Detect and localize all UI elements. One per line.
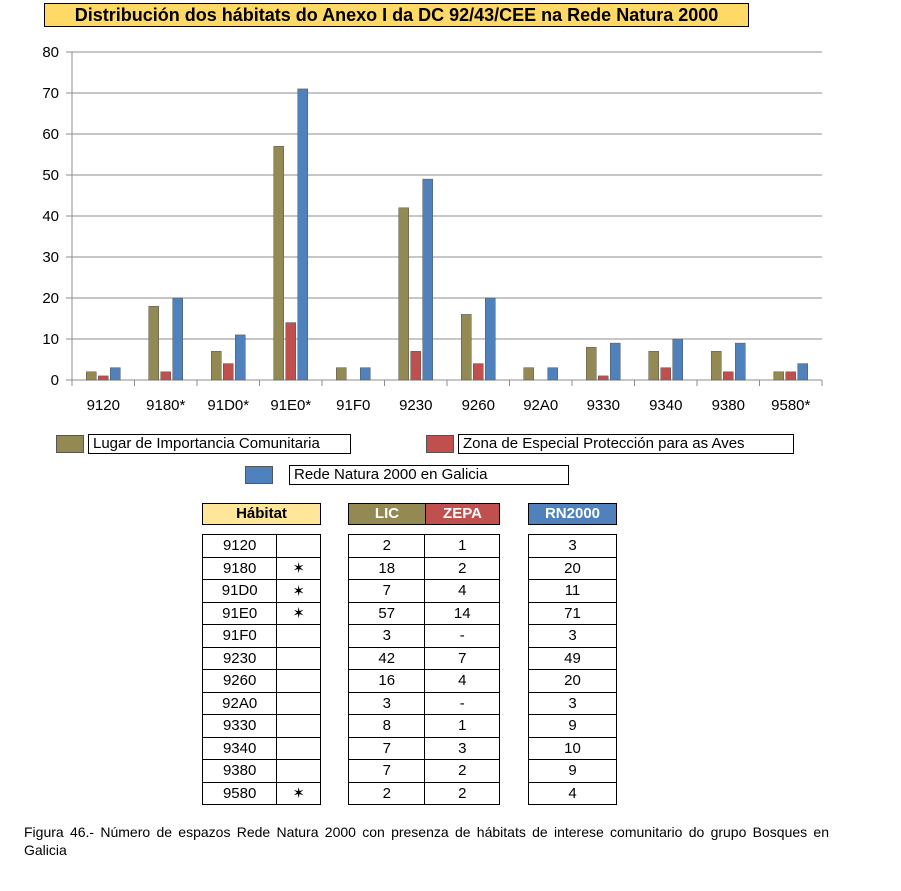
bar-lic — [211, 351, 221, 380]
priority-star-cell — [277, 760, 321, 783]
x-tick-label: 9230 — [399, 397, 433, 414]
priority-star-cell — [277, 647, 321, 670]
legend-item-lic — [56, 434, 351, 454]
priority-star-cell — [277, 625, 321, 648]
bar-lic — [86, 372, 96, 380]
priority-star-cell — [277, 670, 321, 693]
bar-lic — [586, 347, 596, 380]
bar-lic — [524, 368, 534, 380]
bar-zepa — [661, 368, 671, 380]
zepa-cell: 1 — [425, 535, 500, 558]
bar-rn2000 — [673, 339, 683, 380]
table-header-zepa: ZEPA — [425, 503, 500, 525]
priority-star-cell: ✶ — [277, 580, 321, 603]
rn2000-cell: 4 — [529, 782, 617, 805]
habitat-code-cell: 92A0 — [203, 692, 277, 715]
table-row — [349, 692, 500, 715]
habitat-code-cell: 9580 — [203, 782, 277, 805]
zepa-cell: 2 — [425, 782, 500, 805]
priority-star-cell — [277, 535, 321, 558]
table-header-rn2000: RN2000 — [528, 503, 617, 525]
bar-lic — [336, 368, 346, 380]
bar-rn2000 — [423, 179, 433, 380]
table-row — [529, 647, 617, 670]
rn2000-cell: 49 — [529, 647, 617, 670]
table-row — [349, 760, 500, 783]
priority-star-cell — [277, 737, 321, 760]
priority-star-cell: ✶ — [277, 782, 321, 805]
bar-zepa — [598, 376, 608, 380]
bar-zepa — [723, 372, 733, 380]
bar-rn2000 — [798, 364, 808, 380]
table-row — [529, 625, 617, 648]
x-tick-label: 9380 — [711, 397, 745, 414]
x-tick-label: 92A0 — [523, 397, 559, 414]
habitat-code-cell: 9260 — [203, 670, 277, 693]
table-row — [349, 670, 500, 693]
bar-rn2000 — [110, 368, 120, 380]
table-row — [349, 737, 500, 760]
zepa-cell: 7 — [425, 647, 500, 670]
lic-cell: 57 — [349, 602, 425, 625]
table-row — [203, 625, 321, 648]
y-tick-label: 50 — [42, 167, 59, 184]
habitat-code-cell: 9340 — [203, 737, 277, 760]
bar-rn2000 — [735, 343, 745, 380]
table-row — [349, 580, 500, 603]
priority-star-cell — [277, 715, 321, 738]
table-row — [349, 557, 500, 580]
lic-cell: 16 — [349, 670, 425, 693]
y-tick-label: 20 — [42, 290, 59, 307]
habitat-code-cell: 9380 — [203, 760, 277, 783]
bar-rn2000 — [548, 368, 558, 380]
table-row — [203, 737, 321, 760]
habitat-code-cell: 91F0 — [203, 625, 277, 648]
lic-cell: 3 — [349, 692, 425, 715]
habitat-code-cell: 9330 — [203, 715, 277, 738]
bar-lic — [461, 314, 471, 380]
bar-rn2000 — [610, 343, 620, 380]
x-tick-label: 91E0* — [270, 397, 312, 414]
legend-label-lic: Lugar de Importancia Comunitaria — [88, 434, 351, 454]
rn2000-cell: 11 — [529, 580, 617, 603]
x-tick-label: 9180* — [146, 397, 186, 414]
bar-zepa — [473, 364, 483, 380]
y-tick-label: 60 — [42, 126, 59, 143]
habitat-code-cell: 91E0 — [203, 602, 277, 625]
y-tick-label: 0 — [50, 372, 59, 389]
bar-rn2000 — [360, 368, 370, 380]
lic-cell: 2 — [349, 535, 425, 558]
table-row — [529, 692, 617, 715]
table-row — [203, 580, 321, 603]
bar-lic — [274, 146, 284, 380]
habitat-code-cell: 9230 — [203, 647, 277, 670]
table-row — [203, 782, 321, 805]
table-row — [529, 580, 617, 603]
bar-rn2000 — [173, 298, 183, 380]
rn2000-cell: 20 — [529, 670, 617, 693]
table-row — [203, 760, 321, 783]
legend-label-rn2000: Rede Natura 2000 en Galicia — [289, 465, 569, 485]
lic-cell: 18 — [349, 557, 425, 580]
bar-rn2000 — [235, 335, 245, 380]
rn2000-cell: 3 — [529, 625, 617, 648]
legend-label-zepa: Zona de Especial Protección para as Aves — [458, 434, 794, 454]
bar-lic — [649, 351, 659, 380]
table-lic-zepa — [348, 534, 500, 805]
rn2000-cell: 3 — [529, 535, 617, 558]
rn2000-cell: 71 — [529, 602, 617, 625]
x-tick-label: 9260 — [461, 397, 495, 414]
zepa-cell: 4 — [425, 580, 500, 603]
bar-zepa — [161, 372, 171, 380]
figure-caption: Figura 46.- Número de espazos Rede Natura 2000 con presenza de hábitats de interese comunitario do grupo Bosques en Galicia — [24, 824, 829, 858]
zepa-cell: 2 — [425, 760, 500, 783]
zepa-cell: 4 — [425, 670, 500, 693]
y-tick-label: 30 — [42, 249, 59, 266]
lic-cell: 7 — [349, 580, 425, 603]
chart-bars — [86, 89, 808, 380]
table-row — [349, 625, 500, 648]
legend-swatch-lic — [56, 435, 84, 453]
table-header-lic: LIC — [348, 503, 426, 525]
bar-zepa — [286, 323, 296, 380]
y-tick-label: 80 — [42, 44, 59, 61]
legend-item-rn2000 — [245, 465, 569, 485]
table-row — [529, 670, 617, 693]
priority-star-cell — [277, 692, 321, 715]
legend-swatch-rn2000 — [245, 466, 273, 484]
lic-cell: 7 — [349, 737, 425, 760]
y-tick-label: 40 — [42, 208, 59, 225]
rn2000-cell: 20 — [529, 557, 617, 580]
table-row — [203, 692, 321, 715]
x-tick-label: 9580* — [771, 397, 811, 414]
y-tick-label: 10 — [42, 331, 59, 348]
table-row — [529, 535, 617, 558]
bar-zepa — [223, 364, 233, 380]
table-row — [349, 647, 500, 670]
table-row — [349, 602, 500, 625]
table-row — [529, 737, 617, 760]
table-row — [529, 782, 617, 805]
table-rn2000 — [528, 534, 617, 805]
zepa-cell: 14 — [425, 602, 500, 625]
table-row — [529, 715, 617, 738]
chart-title: Distribución dos hábitats do Anexo I da DC 92/43/CEE na Rede Natura 2000 — [44, 3, 749, 27]
x-axis-ticks — [87, 397, 811, 414]
rn2000-cell: 3 — [529, 692, 617, 715]
bar-zepa — [786, 372, 796, 380]
x-tick-label: 9340 — [649, 397, 683, 414]
lic-cell: 7 — [349, 760, 425, 783]
rn2000-cell: 9 — [529, 715, 617, 738]
table-row — [529, 602, 617, 625]
bar-zepa — [98, 376, 108, 380]
zepa-cell: 1 — [425, 715, 500, 738]
zepa-cell: - — [425, 692, 500, 715]
table-row — [203, 602, 321, 625]
table-row — [349, 535, 500, 558]
lic-cell: 42 — [349, 647, 425, 670]
rn2000-cell: 10 — [529, 737, 617, 760]
habitat-code-cell: 9120 — [203, 535, 277, 558]
table-row — [203, 715, 321, 738]
y-axis-ticks — [42, 44, 59, 389]
legend-swatch-zepa — [426, 435, 454, 453]
bar-chart — [0, 0, 901, 425]
table-row — [203, 557, 321, 580]
table-habitat — [202, 534, 321, 805]
priority-star-cell: ✶ — [277, 602, 321, 625]
legend-item-zepa — [426, 434, 794, 454]
table-row — [349, 715, 500, 738]
zepa-cell: 2 — [425, 557, 500, 580]
table-row — [349, 782, 500, 805]
bar-zepa — [411, 351, 421, 380]
table-header-habitat: Hábitat — [202, 503, 321, 525]
lic-cell: 8 — [349, 715, 425, 738]
table-row — [203, 535, 321, 558]
rn2000-cell: 9 — [529, 760, 617, 783]
x-tick-label: 91D0* — [207, 397, 250, 414]
lic-cell: 3 — [349, 625, 425, 648]
zepa-cell: - — [425, 625, 500, 648]
table-row — [529, 760, 617, 783]
bar-rn2000 — [485, 298, 495, 380]
y-tick-label: 70 — [42, 85, 59, 102]
habitat-code-cell: 91D0 — [203, 580, 277, 603]
zepa-cell: 3 — [425, 737, 500, 760]
table-row — [529, 557, 617, 580]
bar-rn2000 — [298, 89, 308, 380]
table-row — [203, 647, 321, 670]
bar-lic — [149, 306, 159, 380]
lic-cell: 2 — [349, 782, 425, 805]
bar-lic — [399, 208, 409, 380]
table-row — [203, 670, 321, 693]
bar-lic — [711, 351, 721, 380]
x-tick-label: 9120 — [86, 397, 120, 414]
bar-lic — [774, 372, 784, 380]
x-tick-label: 9330 — [586, 397, 620, 414]
priority-star-cell: ✶ — [277, 557, 321, 580]
x-tick-label: 91F0 — [336, 397, 371, 414]
habitat-code-cell: 9180 — [203, 557, 277, 580]
